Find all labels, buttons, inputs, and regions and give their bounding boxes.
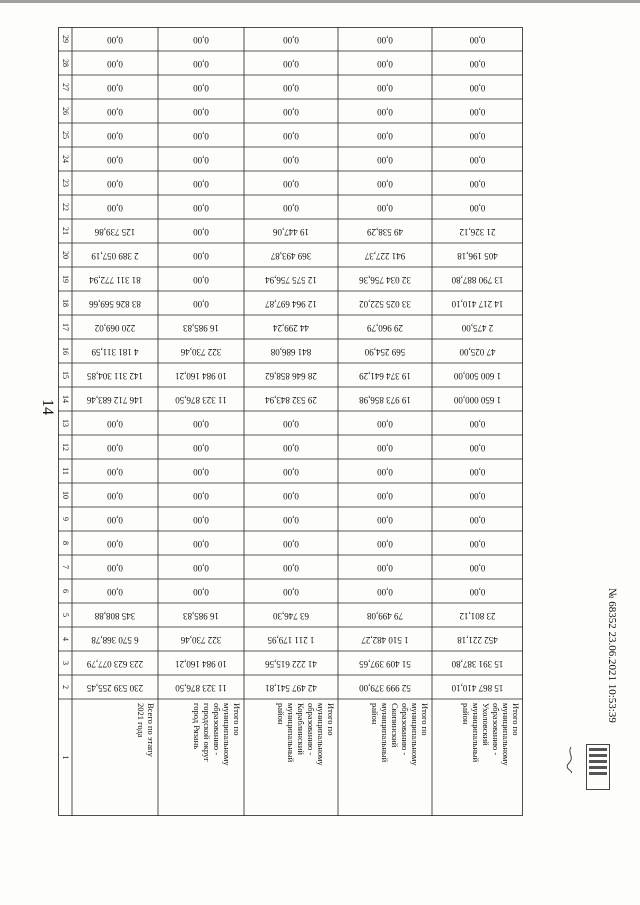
column-number: 21 [61,227,71,235]
table-cell: 1 211 179,95 [267,634,315,645]
table-cell: 0,00 [107,442,123,453]
column-number: 6 [61,589,71,593]
column-number: 19 [61,275,71,283]
table-cell: 452 221,18 [457,634,498,645]
column-number: 4 [61,637,71,641]
table-cell: 41 222 615,56 [265,658,317,669]
table-cell: 21 326,12 [459,226,496,237]
table-cell: 0,00 [377,34,393,45]
page-number: 14 [39,399,56,415]
column-number: 2 [61,685,71,689]
table-cell: 11 323 876,50 [175,394,227,405]
table-cell: 0,00 [193,82,209,93]
column-number: 17 [61,323,71,331]
column-number: 22 [61,203,71,211]
table-cell: 0,00 [283,466,299,477]
table-cell: 345 808,88 [94,610,136,621]
table-cell: 81 311 772,94 [89,274,141,285]
table-cell: 63 746,30 [273,610,309,621]
table-cell: 83 826 569,66 [89,298,141,309]
table-cell: 0,00 [377,154,393,165]
table-cell: 0,00 [107,586,123,597]
column-number: 26 [61,107,71,115]
table-cell: 230 539 255,45 [86,682,144,693]
table-grid [58,27,523,816]
table-cell: 0,00 [107,418,123,429]
table-cell: 0,00 [283,106,299,117]
table-cell: 0,00 [377,490,393,501]
table-cell: 0,00 [107,562,123,573]
table-cell: 11 323 876,50 [175,682,227,693]
table-cell: 12 964 697,87 [265,298,317,309]
table-cell: 0,00 [377,106,393,117]
table-cell: 0,00 [193,106,209,117]
table-cell: 15 867 410,10 [451,682,504,693]
table-cell: 220 069,02 [94,322,136,333]
table-cell: 405 196,18 [457,250,498,261]
table-cell: 49 538,29 [367,226,403,237]
table-cell: 0,00 [469,34,486,45]
column-number: 10 [61,491,71,499]
document-stamp: № 68352 23.06.2021 10:53:39 [606,588,618,723]
table-cell: 0,00 [193,418,209,429]
table-cell: 0,00 [283,562,299,573]
table-cell: 0,00 [193,562,209,573]
table-cell: 0,00 [283,442,299,453]
table-cell: 369 493,87 [270,250,312,261]
table-cell: 0,00 [377,178,393,189]
row-label: район [370,703,381,725]
table-cell: 1 650 000,00 [453,394,502,405]
table-cell: 0,00 [107,154,123,165]
row-label: образованию - [491,703,502,756]
row-label: Ухоловский [481,703,492,746]
table-cell: 0,00 [377,586,393,597]
table-cell: 0,00 [283,154,299,165]
table-cell: 0,00 [193,154,209,165]
column-number: 28 [61,59,71,67]
column-number: 1 [61,755,71,760]
row-label: муниципальный [380,703,391,763]
row-label: образованию - [400,703,411,756]
column-number: 15 [61,371,71,379]
table-cell: 52 999 379,00 [359,682,411,693]
table-cell: 6 570 368,78 [91,634,139,645]
table-cell: 841 686,08 [270,346,312,357]
table-cell: 29 960,79 [367,322,403,333]
table-cell: 0,00 [469,130,486,141]
table-cell: 1 600 500,00 [453,370,502,381]
table-cell: 0,00 [283,514,299,525]
row-label: город Рязань [192,703,203,750]
table-cell: 19 447,06 [273,226,309,237]
table-cell: 0,00 [107,82,123,93]
table-cell: 0,00 [469,586,486,597]
row-label: Итого по [420,703,431,736]
table-cell: 33 025 522,02 [359,298,411,309]
column-number: 24 [61,155,71,163]
column-number: 9 [61,517,71,521]
table-cell: 0,00 [193,298,209,309]
table-cell: 19 374 641,29 [359,370,411,381]
table-cell: 0,00 [377,58,393,69]
table-cell: 32 034 756,36 [359,274,411,285]
table-cell: 2 389 057,19 [91,250,139,261]
table-cell: 16 985,83 [183,322,219,333]
table-cell: 0,00 [283,178,299,189]
column-number: 25 [61,131,71,139]
table-cell: 0,00 [469,562,486,573]
table-cell: 0,00 [469,58,486,69]
table-cell: 0,00 [469,202,486,213]
table-cell: 0,00 [469,106,486,117]
table-cell: 4 181 311,59 [91,346,139,357]
row-label: муниципальному [222,703,233,766]
row-label: Итого по [232,703,243,736]
report-table [58,27,523,816]
table-cell: 28 646 858,62 [265,370,317,381]
table-cell: 12 575 756,94 [265,274,317,285]
row-label: Итого по [326,703,337,736]
column-number: 7 [61,565,71,569]
table-cell: 13 790 887,80 [451,274,504,285]
table-cell: 0,00 [283,202,299,213]
table-cell: 322 730,46 [180,346,222,357]
row-label: район [461,703,472,725]
table-cell: 0,00 [283,586,299,597]
table-cell: 1 510 482,27 [361,634,409,645]
table-cell: 0,00 [107,514,123,525]
row-label: муниципальный [286,703,297,763]
table-cell: 0,00 [469,154,486,165]
row-label: муниципальному [316,703,327,766]
column-number: 27 [61,83,71,91]
table-cell: 0,00 [469,418,486,429]
scan-edge [0,0,640,3]
row-label: образованию - [212,703,223,756]
table-cell: 16 985,83 [183,610,219,621]
table-cell: 0,00 [283,34,299,45]
table-cell: 0,00 [193,466,209,477]
table-cell: 0,00 [107,58,123,69]
column-number: 29 [61,35,71,43]
table-cell: 0,00 [193,442,209,453]
column-number: 8 [61,541,71,545]
table-cell: 0,00 [377,418,393,429]
table-cell: 0,00 [377,466,393,477]
table-cell: 14 217 410,10 [451,298,504,309]
row-label: район [276,703,287,725]
table-cell: 0,00 [107,538,123,549]
table-cell: 569 254,90 [364,346,406,357]
row-label: Кораблинский [296,703,307,755]
table-cell: 0,00 [193,586,209,597]
table-cell: 0,00 [377,562,393,573]
row-label: Всего по этапу [146,703,157,757]
table-cell: 0,00 [469,466,486,477]
table-cell: 0,00 [193,34,209,45]
table-cell: 142 311 304,85 [87,370,143,381]
table-cell: 0,00 [377,442,393,453]
table-cell: 0,00 [193,538,209,549]
column-number: 11 [61,467,71,475]
table-cell: 322 730,46 [180,634,222,645]
table-cell: 0,00 [193,58,209,69]
table-cell: 0,00 [469,538,486,549]
table-cell: 0,00 [469,82,486,93]
table-cell: 0,00 [193,130,209,141]
table-cell: 10 984 160,21 [175,370,227,381]
table-cell: 0,00 [193,514,209,525]
row-label: городской округ [202,703,213,762]
table-cell: 0,00 [469,514,486,525]
table-cell: 0,00 [283,82,299,93]
table-cell: 0,00 [107,178,123,189]
table-cell: 223 623 077,79 [86,658,144,669]
table-cell: 0,00 [283,130,299,141]
table-cell: 0,00 [377,538,393,549]
table-cell: 19 973 856,98 [359,394,411,405]
table-cell: 0,00 [107,202,123,213]
table-cell: 0,00 [107,130,123,141]
table-cell: 79 499,08 [367,610,403,621]
row-label: Скопинский [390,703,401,748]
table-cell: 0,00 [193,250,209,261]
table-cell: 0,00 [283,418,299,429]
table-cell: 0,00 [469,178,486,189]
row-label: 2021 года [136,703,147,738]
table-cell: 0,00 [283,58,299,69]
table-cell: 0,00 [377,514,393,525]
signature-mark-icon [565,745,577,775]
table-cell: 0,00 [377,82,393,93]
table-cell: 0,00 [107,34,123,45]
row-label: муниципальному [501,703,512,766]
row-label: образованию - [306,703,317,756]
column-number: 23 [61,179,71,187]
table-cell: 44 299,24 [273,322,309,333]
row-label: муниципальный [471,703,482,763]
row-label: муниципальному [410,703,421,766]
table-cell: 0,00 [193,226,209,237]
table-cell: 0,00 [469,442,486,453]
table-cell: 0,00 [377,202,393,213]
column-number: 14 [61,395,71,403]
table-cell: 15 391 387,80 [451,658,504,669]
column-number: 18 [61,299,71,307]
table-cell: 0,00 [283,490,299,501]
table-cell: 47 025,00 [459,346,496,357]
table-cell: 51 409 397,65 [359,658,411,669]
column-number: 16 [61,347,71,355]
table-cell: 29 532 843,94 [265,394,317,405]
column-number: 3 [61,661,71,665]
table-cell: 23 801,12 [459,610,496,621]
table-cell: 0,00 [283,538,299,549]
qr-code-icon [586,744,610,790]
table-cell: 0,00 [193,274,209,285]
column-number: 12 [61,443,71,451]
table-cell: 146 712 683,46 [86,394,144,405]
column-number: 5 [61,613,71,617]
table-cell: 0,00 [193,178,209,189]
table-cell: 0,00 [107,490,123,501]
table-cell: 0,00 [193,490,209,501]
table-cell: 10 984 160,21 [175,658,227,669]
row-label: Итого по [511,703,522,736]
column-number: 20 [61,251,71,259]
table-cell: 0,00 [193,202,209,213]
table-cell: 941 227,37 [364,250,406,261]
table-cell: 0,00 [377,130,393,141]
table-cell: 0,00 [469,490,486,501]
table-cell: 2 475,00 [461,322,494,333]
column-number: 13 [61,419,71,427]
table-cell: 0,00 [107,106,123,117]
table-cell: 0,00 [107,466,123,477]
table-cell: 42 497 541,81 [265,682,317,693]
table-cell: 125 739,86 [94,226,136,237]
